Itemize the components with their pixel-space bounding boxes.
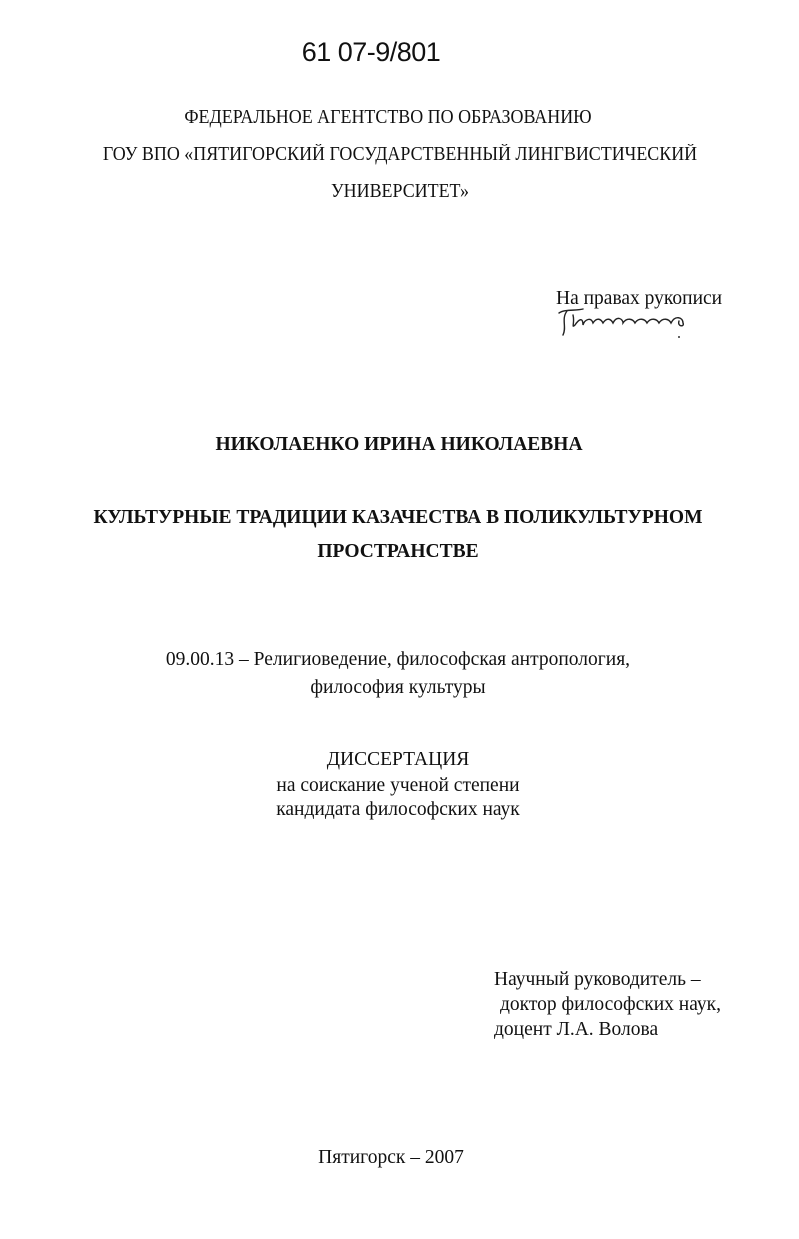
dissertation-title-line1: КУЛЬТУРНЫЕ ТРАДИЦИИ КАЗАЧЕСТВА В ПОЛИКУЛЬТУРНОМ (93, 507, 703, 528)
document-type: ДИССЕРТАЦИЯ (326, 749, 470, 770)
university-name-line1: ГОУ ВПО «ПЯТИГОРСКИЙ ГОСУДАРСТВЕННЫЙ ЛИНГВИСТИЧЕСКИЙ (102, 144, 698, 165)
dissertation-title-line2: ПРОСТРАНСТВЕ (317, 541, 479, 562)
degree-line2: кандидата философских наук (276, 799, 520, 820)
author-signature (553, 305, 703, 341)
city-year: Пятигорск – 2007 (318, 1147, 464, 1168)
supervisor-name: доцент Л.А. Волова (494, 1019, 659, 1040)
author-name: НИКОЛАЕНКО ИРИНА НИКОЛАЕВНА (215, 434, 583, 455)
degree-line1: на соискание ученой степени (276, 775, 520, 796)
registry-number: 61 07-9/801 (301, 37, 441, 67)
university-name-line2: УНИВЕРСИТЕТ» (330, 181, 470, 202)
supervisor-label: Научный руководитель – (494, 969, 701, 990)
manuscript-rights-note: На правах рукописи (556, 288, 723, 309)
agency-name: ФЕДЕРАЛЬНОЕ АГЕНТСТВО ПО ОБРАЗОВАНИЮ (184, 107, 592, 128)
supervisor-degree: доктор философских наук, (500, 994, 721, 1015)
specialty-line2: философия культуры (310, 677, 486, 698)
specialty-line1: 09.00.13 – Религиоведение, философская антропология, (165, 649, 631, 670)
